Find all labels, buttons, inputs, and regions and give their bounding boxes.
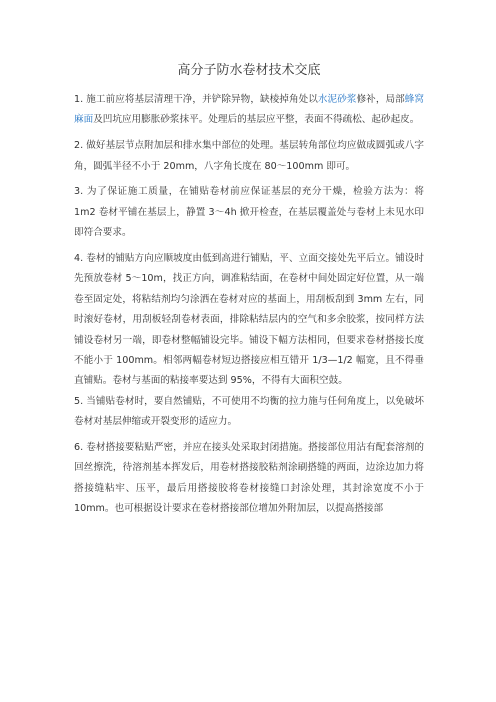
paragraph-1-text-a: 1. 施工前应将基层清理干净，并铲除异物，缺棱掉角处以 — [74, 94, 318, 105]
link-cement-mortar[interactable]: 水泥砂浆 — [317, 94, 357, 105]
paragraph-3: 3. 为了保证施工质量，在铺贴卷材前应保证基层的充分干燥，检验方法为：将 1m2 卷材平铺在基层上，静置 3～4h 掀开检查，在基层覆盖处与卷材上未见水印即符合要求。 — [74, 186, 424, 239]
paragraph-5: 5. 当铺贴卷材时，要自然铺贴，不可使用不均衡的拉力施与任何角度上，以免破坏卷材对基层伸缩或开裂变形的适应力。 — [74, 395, 424, 428]
paragraph-4: 4. 卷材的铺贴方向应顺坡度由低到高进行铺贴，平、立面交接处先平后立。铺设时先预放卷材 5～10m，找正方向，调准粘结面，在卷材中间处固定好位置，从一端卷至固定处，将粘结剂均匀涂洒在卷材对应的基面上，用刮板刮到 3mm 左右，同时滚好卷材，用刮板轻刮卷材表面，排除粘结层内的空气和多余胶浆，按同样方法铺设卷材另一端，即卷材整幅铺设完毕。铺设下幅方法相同，但要求卷材搭接长度不能小于 100mm。相邻两幅卷材短边搭接应相互错开 1/3—1/2 幅宽，且不得垂直铺贴。卷材与基面的粘接率要达到 95%，不得有大面积空鼓。 — [74, 253, 424, 387]
link-honeycomb-surface[interactable]: 蜂窝麻面 — [74, 94, 425, 126]
paragraph-1-text-c: 及凹坑应用膨胀砂浆抹平。处理后的基层应平整，表面不得疏松、起砂起皮。 — [93, 114, 420, 126]
document-title: 高分子防水卷材技术交底 — [177, 63, 321, 78]
paragraph-1 — [74, 90, 424, 131]
paragraph-2: 2. 做好基层节点附加层和排水集中部位的处理。基层转角部位均应做成圆弧或八字角，圆弧半径不小于 20mm，八字角长度在 80～100mm 即可。 — [74, 140, 424, 172]
paragraph-1-text-b: 修补，局部 — [356, 94, 405, 105]
paragraph-6: 6. 卷材搭接要粘贴严密，并应在接头处采取封闭措施。搭接部位用沾有配套溶剂的回丝擦洗，待溶剂基本挥发后，用卷材搭接胶粘剂涂刷搭缝的两面，边涂边加力将搭接缝粘牢、压平，最后用搭接胶将卷材接缝口封涂处理，其封涂宽度不小于 10mm。也可根据设计要求在卷材搭接部位增加外附加层，以提高搭接部 — [74, 442, 424, 515]
